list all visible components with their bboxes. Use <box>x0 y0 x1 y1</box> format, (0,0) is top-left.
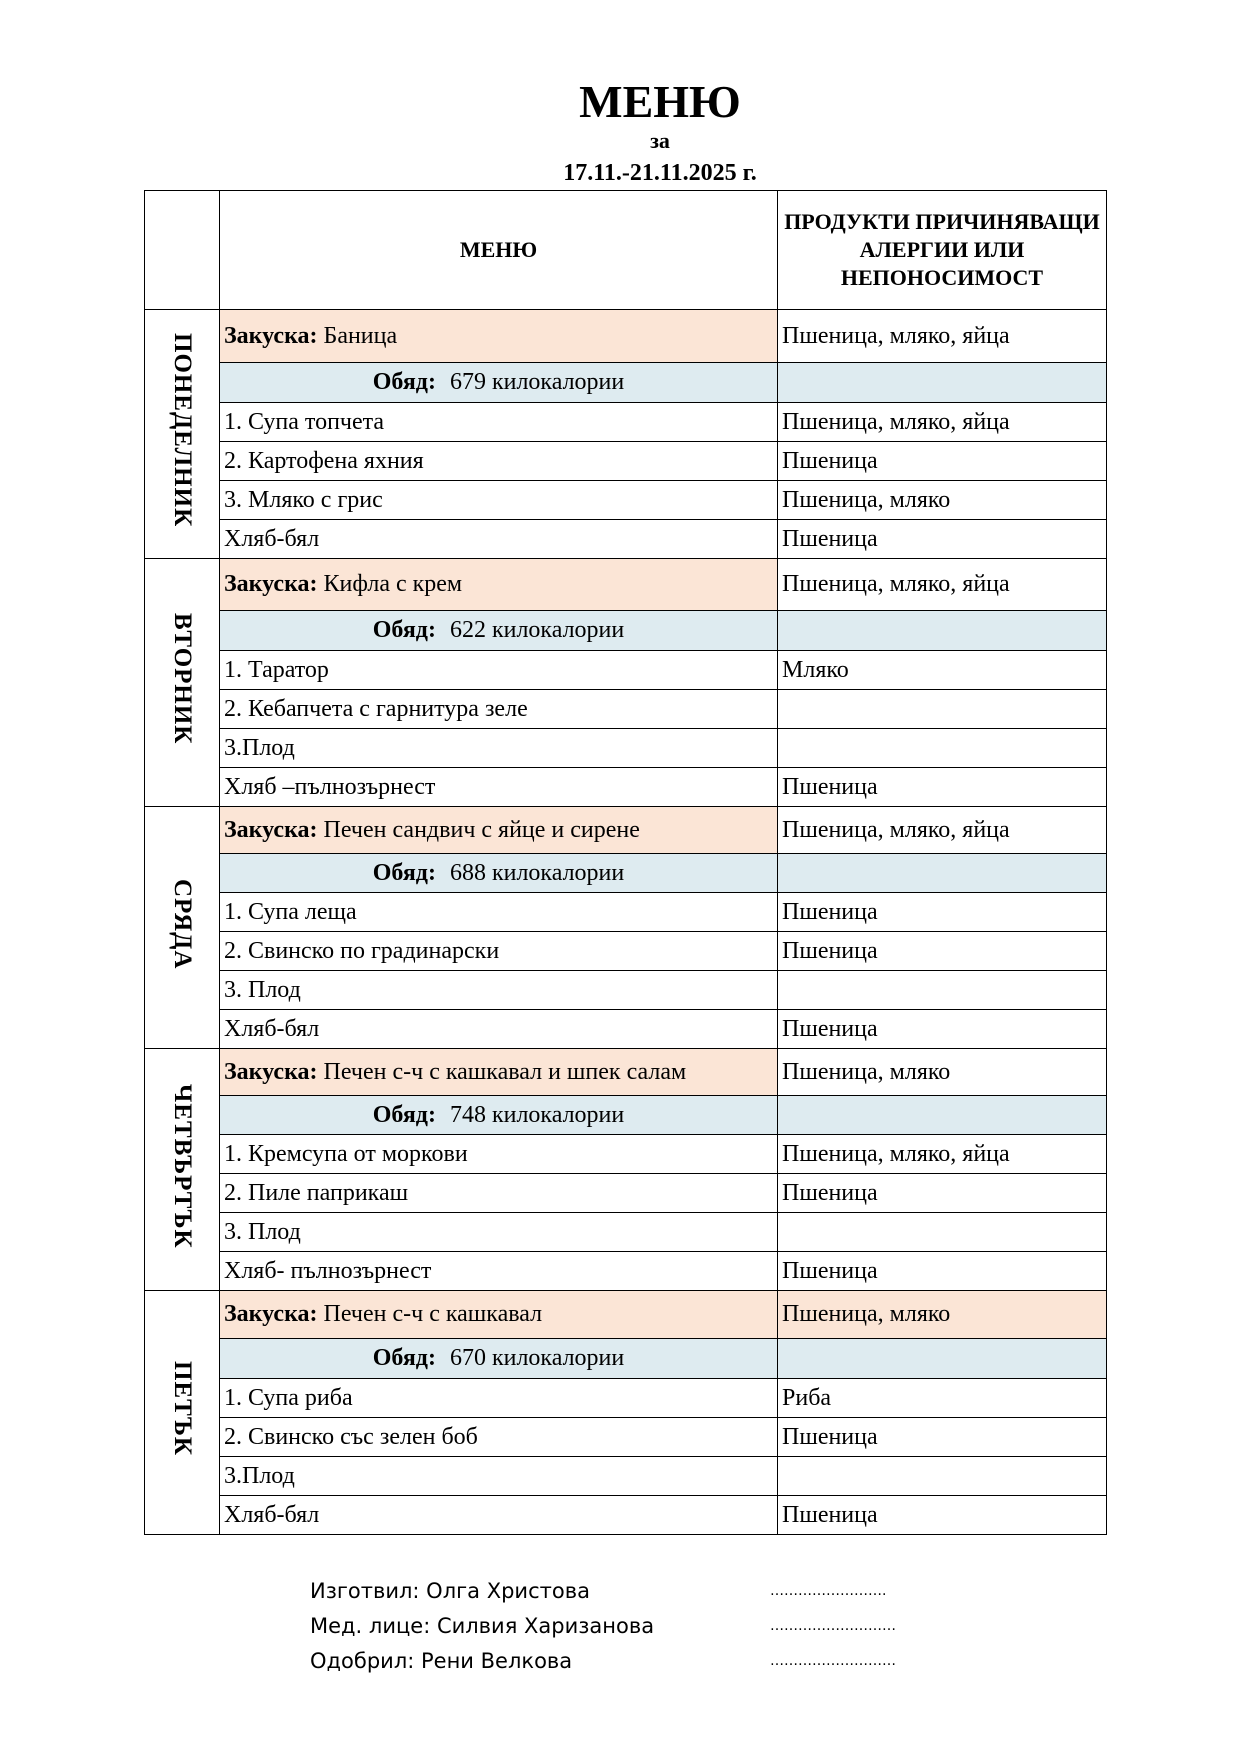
lunch-cell <box>220 1096 778 1135</box>
breakfast-label: Закуска: <box>224 322 318 349</box>
header-day <box>145 191 220 310</box>
dish: 3.Плод <box>220 729 778 768</box>
day-block-wednesday <box>145 807 1107 1049</box>
lunch-kcal: 688 килокалории <box>449 859 625 886</box>
lunch-allergens-empty <box>778 611 1107 651</box>
signature-line-medical: ……………………… <box>770 1618 896 1634</box>
signature-line-prepared-by: ……………………. <box>770 1583 887 1599</box>
day-block-friday <box>145 1291 1107 1535</box>
breakfast-row <box>145 807 1107 854</box>
dish: 1. Супа леща <box>220 893 778 932</box>
dish: 3. Плод <box>220 971 778 1010</box>
dish: 3. Плод <box>220 1213 778 1252</box>
allergens: Мляко <box>778 651 1107 690</box>
menu-table <box>144 190 1107 1535</box>
lunch-cell <box>220 363 778 403</box>
breakfast-row <box>145 559 1107 611</box>
menu-item-row <box>145 1418 1107 1457</box>
dish: 1. Кремсупа от моркови <box>220 1135 778 1174</box>
dish: Хляб-бял <box>220 1010 778 1049</box>
day-name: ПОНЕДЕЛНИК <box>169 333 196 528</box>
menu-item-row <box>145 1379 1107 1418</box>
dish: 1. Супа риба <box>220 1379 778 1418</box>
dish: 2. Пиле паприкаш <box>220 1174 778 1213</box>
header-allergens: ПРОДУКТИ ПРИЧИНЯВАЩИ АЛЕРГИИ ИЛИ НЕПОНОСИМОСТ <box>778 191 1107 310</box>
menu-item-row <box>145 520 1107 559</box>
allergens: Пшеница <box>778 1496 1107 1535</box>
allergens <box>778 690 1107 729</box>
breakfast-dish: Кифла с крем <box>323 571 463 597</box>
breakfast-allergens: Пшеница, мляко, яйца <box>778 310 1107 363</box>
day-name: СРЯДА <box>169 878 196 970</box>
dish: 1. Супа топчета <box>220 403 778 442</box>
lunch-allergens-empty <box>778 854 1107 893</box>
breakfast-row <box>145 310 1107 363</box>
menu-item-row <box>145 893 1107 932</box>
lunch-kcal: 622 килокалории <box>449 617 625 643</box>
lunch-row <box>145 611 1107 651</box>
lunch-row <box>145 363 1107 403</box>
lunch-kcal: 670 килокалории <box>449 1345 625 1371</box>
day-cell <box>145 1049 220 1291</box>
lunch-cell <box>220 854 778 893</box>
menu-item-row <box>145 1252 1107 1291</box>
allergens: Пшеница <box>778 893 1107 932</box>
breakfast-dish-cell <box>220 1049 778 1096</box>
day-block-monday <box>145 310 1107 559</box>
day-name: ВТОРНИК <box>169 613 196 745</box>
lunch-row <box>145 1339 1107 1379</box>
dish: Хляб-бял <box>220 520 778 559</box>
breakfast-row <box>145 1049 1107 1096</box>
lunch-label: Обяд: <box>372 1101 436 1128</box>
breakfast-dish-cell <box>220 559 778 611</box>
menu-item-row <box>145 1010 1107 1049</box>
menu-item-row <box>145 403 1107 442</box>
breakfast-row <box>145 1291 1107 1339</box>
signature-medical: Мед. лице: Силвия Харизанова <box>310 1614 655 1638</box>
breakfast-allergens: Пшеница, мляко <box>778 1291 1107 1339</box>
day-name: ЧЕТВЪРТЪК <box>169 1083 196 1249</box>
table-header-row <box>145 191 1107 310</box>
lunch-allergens-empty <box>778 1096 1107 1135</box>
lunch-cell <box>220 1339 778 1379</box>
dish: Хляб- пълнозърнест <box>220 1252 778 1291</box>
dish: 2. Кебапчета с гарнитура зеле <box>220 690 778 729</box>
breakfast-allergens: Пшеница, мляко, яйца <box>778 807 1107 854</box>
allergens <box>778 729 1107 768</box>
lunch-label: Обяд: <box>372 1345 436 1371</box>
breakfast-allergens: Пшеница, мляко, яйца <box>778 559 1107 611</box>
lunch-cell <box>220 611 778 651</box>
date-range: 17.11.-21.11.2025 г. <box>563 160 757 186</box>
breakfast-label: Закуска: <box>224 571 318 597</box>
day-cell <box>145 310 220 559</box>
breakfast-dish: Печен сандвич с яйце и сирене <box>323 816 640 843</box>
signature-approved-by: Одобрил: Рени Велкова <box>310 1649 573 1673</box>
dish: 2. Картофена яхния <box>220 442 778 481</box>
allergens: Пшеница <box>778 1010 1107 1049</box>
menu-item-row <box>145 1135 1107 1174</box>
page-title: МЕНЮ <box>579 76 741 127</box>
breakfast-label: Закуска: <box>224 1058 318 1085</box>
menu-item-row <box>145 729 1107 768</box>
dish: Хляб-бял <box>220 1496 778 1535</box>
menu-item-row <box>145 1174 1107 1213</box>
allergens <box>778 971 1107 1010</box>
menu-item-row <box>145 971 1107 1010</box>
menu-item-row <box>145 481 1107 520</box>
allergens: Пшеница <box>778 1418 1107 1457</box>
allergens: Пшеница <box>778 520 1107 559</box>
lunch-kcal: 679 килокалории <box>449 369 625 395</box>
breakfast-label: Закуска: <box>224 1301 318 1327</box>
breakfast-label: Закуска: <box>224 816 318 843</box>
allergens: Пшеница <box>778 768 1107 807</box>
day-cell <box>145 559 220 807</box>
lunch-allergens-empty <box>778 1339 1107 1379</box>
lunch-row <box>145 854 1107 893</box>
signature-prepared-by: Изготвил: Олга Христова <box>310 1579 590 1603</box>
dish: 3.Плод <box>220 1457 778 1496</box>
allergens: Пшеница, мляко <box>778 481 1107 520</box>
menu-item-row <box>145 651 1107 690</box>
dish: Хляб –пълнозърнест <box>220 768 778 807</box>
menu-item-row <box>145 1457 1107 1496</box>
breakfast-dish: Печен с-ч с кашкавал <box>323 1301 543 1327</box>
allergens: Пшеница, мляко, яйца <box>778 1135 1107 1174</box>
day-name: ПЕТЪК <box>169 1361 196 1457</box>
allergens: Пшеница, мляко, яйца <box>778 403 1107 442</box>
header-menu: МЕНЮ <box>220 191 778 310</box>
day-cell <box>145 807 220 1049</box>
allergens: Риба <box>778 1379 1107 1418</box>
day-block-thursday <box>145 1049 1107 1291</box>
allergens <box>778 1213 1107 1252</box>
allergens: Пшеница <box>778 932 1107 971</box>
allergens <box>778 1457 1107 1496</box>
dish: 2. Свинско със зелен боб <box>220 1418 778 1457</box>
day-cell <box>145 1291 220 1535</box>
for-word: за <box>650 128 670 153</box>
breakfast-dish-cell <box>220 807 778 854</box>
lunch-kcal: 748 килокалории <box>449 1101 625 1128</box>
allergens: Пшеница <box>778 1174 1107 1213</box>
lunch-label: Обяд: <box>372 369 436 395</box>
lunch-allergens-empty <box>778 363 1107 403</box>
allergens: Пшеница <box>778 1252 1107 1291</box>
breakfast-dish: Баница <box>323 322 398 349</box>
menu-item-row <box>145 690 1107 729</box>
allergens: Пшеница <box>778 442 1107 481</box>
day-block-tuesday <box>145 559 1107 807</box>
breakfast-dish: Печен с-ч с кашкавал и шпек салам <box>323 1058 687 1085</box>
breakfast-allergens: Пшеница, мляко <box>778 1049 1107 1096</box>
menu-item-row <box>145 442 1107 481</box>
lunch-row <box>145 1096 1107 1135</box>
breakfast-dish-cell <box>220 310 778 363</box>
dish: 2. Свинско по градинарски <box>220 932 778 971</box>
dish: 3. Мляко с грис <box>220 481 778 520</box>
menu-item-row <box>145 932 1107 971</box>
breakfast-dish-cell <box>220 1291 778 1339</box>
menu-item-row <box>145 1213 1107 1252</box>
lunch-label: Обяд: <box>372 617 436 643</box>
menu-item-row <box>145 1496 1107 1535</box>
signature-line-approved-by: ……………………… <box>770 1653 896 1669</box>
menu-item-row <box>145 768 1107 807</box>
lunch-label: Обяд: <box>372 859 436 886</box>
dish: 1. Таратор <box>220 651 778 690</box>
